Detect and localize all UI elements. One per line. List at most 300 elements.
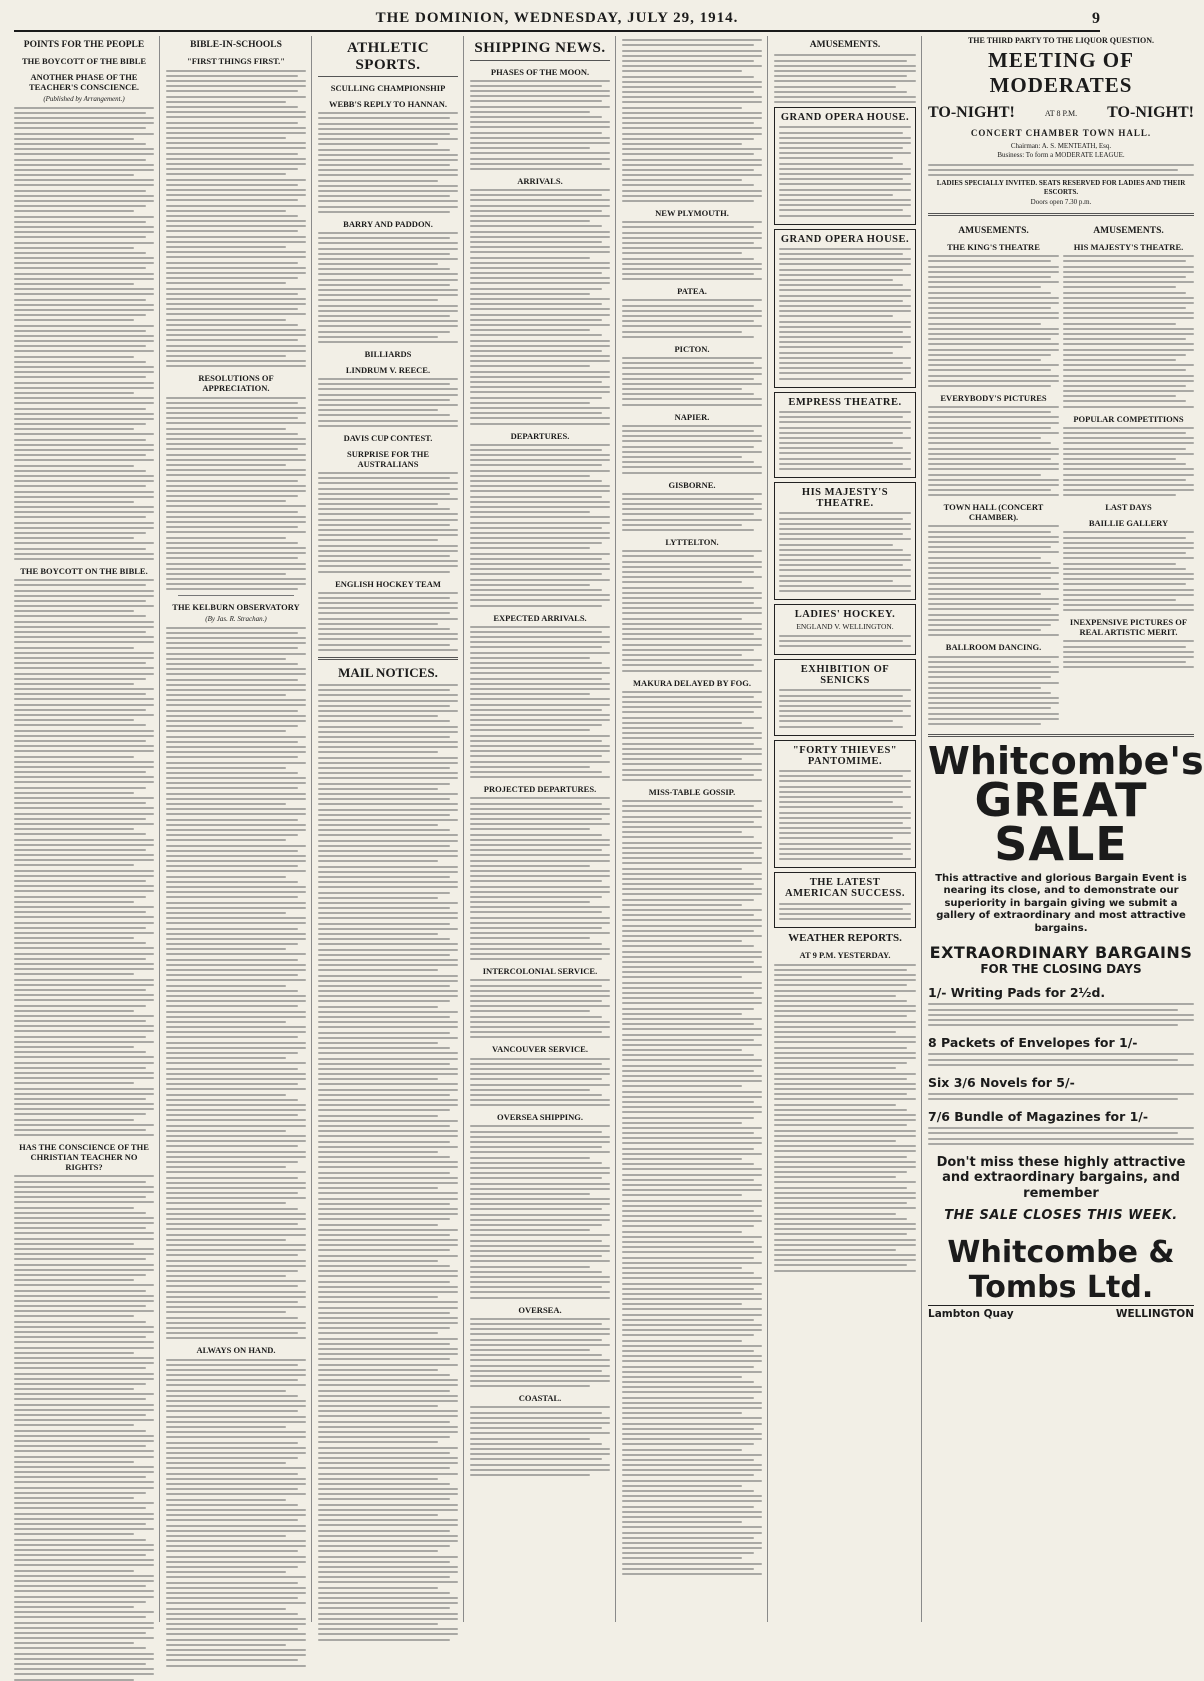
text-line — [166, 896, 298, 898]
text-line — [774, 1130, 916, 1132]
text-line — [166, 1301, 298, 1303]
text-line — [318, 420, 458, 422]
text-line — [470, 1172, 610, 1174]
text-line — [622, 550, 762, 552]
column-bible-in-schools — [166, 36, 312, 1622]
article-title: COASTAL. — [518, 1393, 562, 1404]
text-line — [166, 1151, 306, 1153]
text-line — [928, 281, 1059, 283]
text-line — [928, 484, 1059, 486]
text-line — [622, 1329, 762, 1331]
text-line — [928, 323, 1041, 325]
text-line — [166, 1436, 306, 1438]
text-line — [14, 724, 146, 726]
text-line — [470, 1151, 610, 1153]
text-line — [318, 143, 438, 145]
text-line — [470, 506, 610, 508]
text-line — [14, 595, 154, 597]
text-line — [14, 330, 146, 332]
text-line — [166, 521, 306, 523]
text-line — [166, 1623, 306, 1625]
text-line — [166, 1550, 298, 1552]
text-line — [1063, 385, 1186, 387]
text-line — [1063, 359, 1176, 361]
text-line — [928, 1132, 1178, 1134]
text-line — [622, 179, 742, 181]
text-line — [470, 1281, 610, 1283]
text-line — [318, 1348, 458, 1350]
text-line — [774, 1171, 907, 1173]
text-line — [318, 923, 450, 925]
text-line — [318, 1068, 458, 1070]
text-line — [470, 896, 602, 898]
text-line — [470, 412, 602, 414]
text-line — [470, 828, 590, 830]
text-line — [318, 409, 438, 411]
text-line — [14, 299, 146, 301]
text-line — [470, 1370, 602, 1372]
text-line — [622, 1532, 762, 1534]
text-line — [318, 112, 458, 114]
sale-brand: Whitcombe's — [928, 739, 1204, 784]
text-line — [622, 81, 762, 83]
text-line — [14, 673, 154, 675]
text-line — [14, 475, 154, 477]
text-line — [622, 1059, 762, 1061]
text-line — [774, 1228, 916, 1230]
text-line — [318, 128, 458, 130]
text-line — [470, 189, 610, 191]
text-line — [470, 937, 590, 939]
text-line — [1063, 552, 1186, 554]
text-line — [1063, 468, 1194, 470]
text-line — [774, 1073, 916, 1075]
text-line — [779, 822, 903, 824]
text-line — [622, 966, 762, 968]
text-line — [166, 964, 306, 966]
text-line — [1063, 328, 1194, 330]
text-line — [470, 501, 610, 503]
text-line — [622, 1537, 754, 1539]
text-line — [318, 1400, 458, 1402]
text-line — [166, 933, 306, 935]
text-line — [928, 577, 1051, 579]
text-line — [774, 1088, 916, 1090]
text-line — [470, 948, 610, 950]
text-line — [166, 1493, 306, 1495]
text-line — [774, 984, 907, 986]
text-line — [470, 755, 602, 757]
text-line — [774, 1233, 907, 1235]
text-line — [166, 116, 306, 118]
text-line — [318, 1597, 458, 1599]
text-line — [318, 829, 450, 831]
text-line — [14, 1632, 146, 1634]
text-line — [166, 132, 306, 134]
ad-title: THE LATEST AMERICAN SUCCESS. — [785, 877, 905, 900]
article-byline: (Published by Arrangement.) — [43, 95, 125, 104]
text-line — [166, 1332, 298, 1334]
text-line — [928, 292, 1051, 294]
text-line — [14, 216, 154, 218]
text-line — [318, 1166, 458, 1168]
text-line — [779, 305, 911, 307]
text-line — [779, 710, 903, 712]
text-line — [622, 868, 742, 870]
text-line — [14, 184, 154, 186]
text-line — [622, 1277, 762, 1279]
text-line — [622, 184, 754, 186]
text-line — [166, 787, 298, 789]
text-line — [166, 474, 306, 476]
text-line — [318, 607, 458, 609]
text-line — [622, 153, 754, 155]
text-line — [470, 1438, 590, 1440]
text-line — [166, 715, 306, 717]
text-line — [318, 1120, 458, 1122]
text-line — [318, 762, 458, 764]
text-line — [774, 1015, 907, 1017]
text-line — [470, 1000, 602, 1002]
text-line — [622, 91, 754, 93]
article-title: MISS-TABLE GOSSIP. — [648, 786, 736, 797]
text-line — [318, 1312, 450, 1314]
text-line — [14, 1088, 154, 1090]
text-line — [166, 505, 306, 507]
text-line — [318, 1421, 450, 1423]
text-line — [928, 448, 1059, 450]
text-line — [928, 1127, 1194, 1129]
text-line — [166, 241, 306, 243]
text-line — [14, 641, 154, 643]
text-line — [470, 652, 610, 654]
text-line — [14, 1264, 154, 1266]
text-line — [622, 1547, 762, 1549]
text-line — [928, 169, 1178, 171]
text-line — [14, 678, 146, 680]
section-heading: AMUSEMENTS. — [1093, 225, 1164, 236]
text-line — [318, 482, 458, 484]
text-line — [622, 899, 754, 901]
text-line — [318, 912, 458, 914]
text-line — [470, 1162, 602, 1164]
text-line — [166, 1519, 298, 1521]
text-line — [14, 1119, 134, 1121]
text-line — [166, 891, 306, 893]
text-line — [14, 698, 154, 700]
text-line — [470, 1068, 610, 1070]
text-line — [622, 717, 762, 719]
text-line — [14, 1373, 154, 1375]
text-line — [470, 1219, 610, 1221]
text-line — [470, 1094, 602, 1096]
text-line — [166, 876, 286, 878]
text-line — [928, 551, 1059, 553]
article-title: PHASES OF THE MOON. — [490, 66, 590, 77]
text-line — [318, 1213, 458, 1215]
text-line — [14, 864, 134, 866]
text-line — [166, 80, 306, 82]
text-line — [622, 252, 742, 254]
text-line — [622, 1428, 754, 1430]
text-line — [470, 303, 602, 305]
text-line — [470, 1286, 602, 1288]
text-line — [14, 1290, 146, 1292]
text-line — [470, 953, 610, 955]
text-line — [166, 355, 286, 357]
text-line — [318, 1172, 450, 1174]
text-line — [14, 1476, 146, 1478]
text-line — [166, 870, 306, 872]
text-line — [166, 777, 306, 779]
ad-title: "FORTY THIEVES" PANTOMIME. — [792, 744, 898, 767]
text-line — [318, 980, 458, 982]
text-line — [166, 96, 306, 98]
text-line — [166, 1395, 298, 1397]
text-line — [779, 689, 911, 691]
text-line — [14, 973, 134, 975]
text-line — [14, 236, 146, 238]
text-line — [14, 1445, 146, 1447]
text-line — [779, 168, 911, 170]
text-line — [622, 779, 762, 781]
text-line — [318, 425, 458, 427]
meeting-business: Business: To form a MODERATE LEAGUE. — [997, 151, 1125, 160]
text-line — [166, 194, 306, 196]
text-line — [779, 452, 911, 454]
text-line — [774, 101, 916, 103]
text-line — [14, 1481, 154, 1483]
text-line — [166, 500, 286, 502]
text-line — [166, 547, 306, 549]
text-line — [779, 528, 911, 530]
article-title: ENGLISH HOCKEY TEAM — [335, 578, 441, 589]
text-line — [622, 1163, 754, 1165]
text-line — [928, 557, 1041, 559]
text-line — [622, 847, 762, 849]
text-line — [622, 1148, 754, 1150]
text-line — [779, 463, 903, 465]
text-line — [470, 106, 610, 108]
text-line — [622, 919, 762, 921]
meeting-chairman: Chairman: A. S. MENTEATH, Esq. — [1010, 142, 1112, 151]
text-line — [622, 1319, 754, 1321]
text-line — [622, 1257, 754, 1259]
text-line — [779, 284, 903, 286]
text-line — [318, 866, 458, 868]
text-line — [318, 1032, 450, 1034]
text-line — [1063, 547, 1194, 549]
text-line — [166, 153, 298, 155]
text-line — [14, 896, 146, 898]
text-line — [318, 1047, 450, 1049]
text-line — [470, 257, 590, 259]
text-line — [166, 101, 286, 103]
text-line — [622, 607, 762, 609]
text-line — [622, 1200, 762, 1202]
text-line — [622, 842, 762, 844]
text-line — [166, 210, 286, 212]
text-line — [928, 608, 1051, 610]
text-line — [318, 1519, 458, 1521]
article-text — [470, 979, 610, 1038]
text-line — [470, 511, 590, 513]
text-line — [622, 440, 762, 442]
text-line — [470, 329, 590, 331]
text-line — [14, 719, 134, 721]
text-line — [14, 423, 146, 425]
text-line — [14, 159, 146, 161]
text-line — [622, 1231, 742, 1233]
text-line — [318, 472, 458, 474]
text-line — [470, 147, 590, 149]
text-line — [470, 1214, 610, 1216]
text-line — [14, 133, 154, 135]
text-line — [166, 824, 306, 826]
text-line — [470, 1208, 602, 1210]
text-line — [622, 305, 754, 307]
text-line — [470, 267, 610, 269]
text-line — [622, 221, 762, 223]
text-line — [779, 590, 911, 592]
text-line — [774, 979, 916, 981]
text-line — [928, 676, 1051, 678]
text-line — [928, 333, 1059, 335]
text-line — [928, 671, 1059, 673]
text-line — [774, 1249, 896, 1251]
text-line — [774, 1047, 907, 1049]
article-text — [318, 112, 458, 213]
text-line — [928, 1019, 1194, 1021]
text-line — [14, 117, 154, 119]
text-line — [622, 138, 754, 140]
text-line — [14, 288, 154, 290]
column-shipping-continued — [622, 36, 768, 1622]
text-line — [318, 1343, 450, 1345]
text-line — [166, 70, 306, 72]
text-line — [470, 516, 610, 518]
section-heading: MAIL NOTICES. — [338, 664, 438, 680]
text-line — [166, 1608, 286, 1610]
text-line — [318, 840, 458, 842]
text-line — [166, 1036, 298, 1038]
text-line — [622, 654, 742, 656]
text-line — [1063, 312, 1194, 314]
article-subtitle: SURPRISE FOR THE AUSTRALIANS — [346, 448, 430, 469]
text-line — [1063, 531, 1194, 533]
text-line — [779, 183, 911, 185]
text-line — [779, 523, 911, 525]
text-line — [166, 1659, 298, 1661]
text-line — [166, 272, 306, 274]
text-line — [779, 142, 911, 144]
text-line — [318, 1498, 450, 1500]
text-line — [928, 328, 1059, 330]
text-line — [779, 848, 911, 850]
text-line — [774, 1181, 916, 1183]
text-line — [774, 1270, 916, 1272]
text-line — [166, 1285, 298, 1287]
text-line — [779, 194, 893, 196]
text-line — [470, 839, 610, 841]
meeting-text — [928, 164, 1194, 176]
text-line — [470, 527, 602, 529]
text-line — [622, 1298, 762, 1300]
text-line — [318, 809, 458, 811]
text-line — [470, 573, 602, 575]
text-line — [622, 1189, 762, 1191]
text-line — [470, 1005, 610, 1007]
text-line — [166, 588, 298, 590]
text-line — [166, 793, 306, 795]
article-text — [318, 684, 458, 1641]
text-line — [622, 862, 762, 864]
article-text — [470, 797, 610, 960]
text-line — [622, 971, 762, 973]
text-line — [166, 699, 306, 701]
text-line — [622, 571, 754, 573]
text-line — [470, 350, 602, 352]
text-line — [928, 692, 1051, 694]
text-line — [166, 1239, 286, 1241]
text-line — [318, 571, 450, 573]
text-line — [779, 346, 903, 348]
text-line — [166, 1359, 306, 1361]
text-line — [166, 1021, 286, 1023]
text-line — [318, 933, 438, 935]
text-line — [470, 1183, 610, 1185]
text-line — [622, 65, 762, 67]
text-line — [318, 1410, 458, 1412]
text-line — [622, 1075, 762, 1077]
text-line — [318, 1307, 458, 1309]
text-line — [774, 1026, 916, 1028]
text-line — [622, 664, 754, 666]
text-line — [14, 615, 146, 617]
text-line — [779, 341, 911, 343]
text-line — [166, 168, 298, 170]
text-line — [470, 745, 610, 747]
text-line — [622, 711, 754, 713]
text-line — [14, 797, 154, 799]
text-line — [470, 1157, 590, 1159]
text-line — [622, 909, 762, 911]
text-line — [318, 1281, 450, 1283]
article-text — [318, 232, 458, 343]
text-line — [318, 1089, 458, 1091]
text-line — [166, 282, 286, 284]
text-line — [14, 1549, 154, 1551]
masthead — [14, 6, 1100, 32]
text-line — [622, 1158, 742, 1160]
column-advertisements — [928, 36, 1204, 1622]
sale-address-city: WELLINGTON — [1115, 1307, 1194, 1320]
text-line — [14, 740, 146, 742]
text-line — [14, 1175, 154, 1177]
text-line — [1063, 640, 1194, 642]
text-line — [779, 269, 903, 271]
text-line — [928, 1064, 1194, 1066]
article-text — [622, 357, 762, 406]
text-line — [14, 787, 146, 789]
section-heading: SHIPPING NEWS. — [470, 40, 610, 61]
text-line — [166, 1042, 306, 1044]
text-line — [14, 1300, 154, 1302]
text-line — [928, 494, 1059, 496]
text-line — [470, 979, 610, 981]
text-line — [166, 293, 298, 295]
text-line — [470, 1474, 590, 1476]
